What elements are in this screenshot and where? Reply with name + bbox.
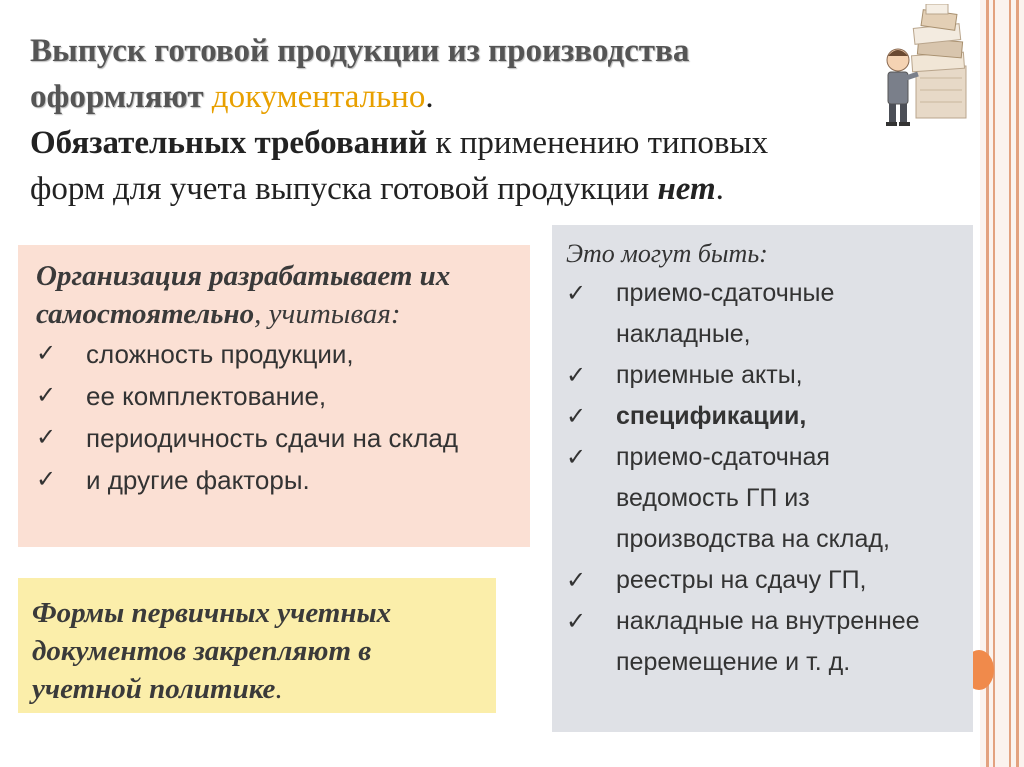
- forms-policy-text: [32, 594, 482, 708]
- headline-period: .: [715, 171, 724, 207]
- border-stripe: [1016, 0, 1019, 767]
- man-with-papers-illustration: [876, 4, 972, 128]
- list-item: [36, 459, 512, 501]
- slide-headline: [30, 28, 860, 212]
- check-icon: ✓: [36, 340, 57, 367]
- list-item-text: приемо-сдаточные накладные,: [616, 279, 835, 348]
- forms-policy-period: .: [275, 673, 283, 705]
- headline-line-1: Выпуск готовой продукции из производства: [30, 33, 690, 69]
- list-item-text: ее комплектование,: [86, 381, 327, 411]
- list-item: [566, 396, 959, 437]
- list-item: [566, 355, 959, 396]
- list-item-text: периодичность сдачи на склад: [86, 423, 459, 453]
- headline-period: .: [425, 79, 434, 115]
- organization-heading-main: Организация разрабатывает их самостоятельно: [36, 260, 451, 330]
- forms-policy-box: [18, 578, 496, 713]
- border-stripe: [993, 0, 995, 767]
- list-item: [566, 273, 959, 355]
- document-types-box: [552, 225, 973, 732]
- headline-orange-word: документально: [211, 79, 426, 115]
- organization-heading: [36, 257, 512, 333]
- check-icon: ✓: [36, 382, 57, 409]
- list-item: [566, 601, 959, 683]
- headline-no-emphasis: нет: [657, 171, 716, 207]
- document-types-heading: Это могут быть:: [566, 239, 768, 268]
- list-item-text: приемо-сдаточная ведомость ГП из производства на склад,: [616, 443, 890, 553]
- headline-bold-word: оформляют: [30, 79, 204, 115]
- list-item: [566, 437, 959, 560]
- list-item: [36, 333, 512, 375]
- organization-heading-tail: , учитывая:: [254, 298, 401, 330]
- list-item: [36, 375, 512, 417]
- forms-policy-main: Формы первичных учетных документов закрепляют в учетной политике: [32, 597, 392, 705]
- headline-line-2: [30, 74, 860, 120]
- headline-line-3-rest: к применению типовых: [427, 125, 769, 161]
- check-icon: ✓: [566, 608, 587, 635]
- organization-factors-list: [36, 333, 512, 501]
- list-item-text: и другие факторы.: [86, 465, 310, 495]
- headline-requirements-bold: Обязательных требований: [30, 125, 428, 161]
- headline-line-3: [30, 120, 860, 166]
- border-stripe: [1009, 0, 1011, 767]
- list-item-text: приемные акты,: [616, 361, 803, 389]
- check-icon: ✓: [566, 444, 587, 471]
- check-icon: ✓: [36, 424, 57, 451]
- list-item: [566, 560, 959, 601]
- headline-line-4-text: форм для учета выпуска готовой продукции: [30, 171, 658, 207]
- check-icon: ✓: [36, 466, 57, 493]
- check-icon: ✓: [566, 362, 587, 389]
- headline-line-4: [30, 166, 860, 212]
- list-item-text: накладные на внутреннее перемещение и т. д.: [616, 607, 920, 676]
- check-icon: ✓: [566, 280, 587, 307]
- check-icon: ✓: [566, 403, 587, 430]
- organization-criteria-box: [18, 245, 530, 547]
- list-item-text: реестры на сдачу ГП,: [616, 566, 867, 594]
- list-item-text: сложность продукции,: [86, 339, 354, 369]
- check-icon: ✓: [566, 567, 587, 594]
- list-item-text: спецификации,: [616, 402, 807, 430]
- document-types-list: [566, 273, 959, 683]
- list-item: [36, 417, 512, 459]
